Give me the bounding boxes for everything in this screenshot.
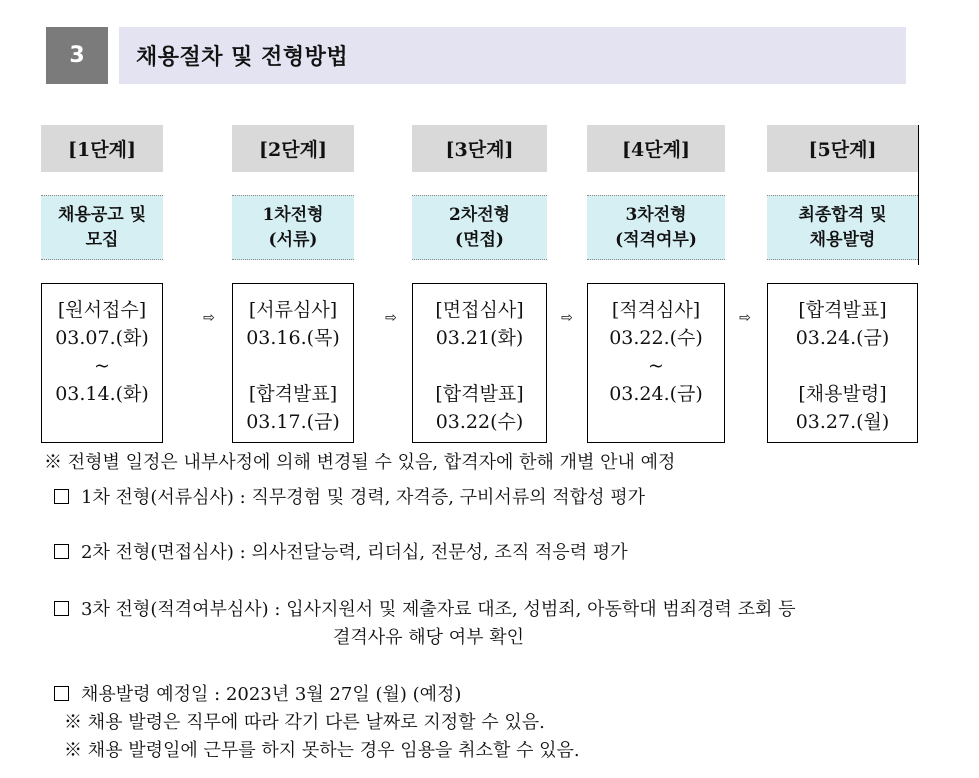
item-third-stage-continued: 결격사유 해당 여부 확인 xyxy=(333,627,525,648)
phase-line: (면접) xyxy=(455,229,504,250)
item-text: 3차 전형(적격여부심사) : 입사지원서 및 제출자료 대조, 성범죄, 아동학대 범죄경력 조회 등 xyxy=(81,599,796,620)
item-text: 채용발령 예정일 : 2023년 3월 27일 (월) (예정) xyxy=(81,684,462,705)
footnote-1: ※ 채용 발령은 직무에 따라 각기 다른 날짜로 지정할 수 있음. xyxy=(64,712,545,733)
arrow-right-icon: ⇨ xyxy=(385,310,397,326)
schedule-line: [채용발령] xyxy=(798,383,887,405)
stage-3-schedule xyxy=(412,283,547,443)
phase-line: 1차전형 xyxy=(262,204,324,225)
stage-1-schedule xyxy=(41,283,163,443)
schedule-line: [합격발표] xyxy=(248,383,338,405)
schedule-line: 03.17.(금) xyxy=(246,411,340,433)
schedule-line: [면접심사] xyxy=(435,299,524,321)
stage-4-phase xyxy=(587,195,725,260)
stage-3-header: [3단계] xyxy=(412,125,547,172)
schedule-line: 03.24.(금) xyxy=(795,327,890,349)
section-number: 3 xyxy=(46,27,108,84)
item-appointment-date xyxy=(54,683,461,707)
item-third-stage xyxy=(54,598,796,622)
phase-line: 최종합격 및 xyxy=(798,204,887,225)
schedule-line: [적격심사] xyxy=(611,299,701,321)
arrow-right-icon: ⇨ xyxy=(561,310,573,326)
stage-5-schedule xyxy=(767,283,918,443)
schedule-line: 03.07.(화) xyxy=(55,327,149,349)
stage-5-phase xyxy=(767,195,918,260)
checkbox-square-icon xyxy=(54,601,69,616)
schedule-line: 03.21(화) xyxy=(435,327,524,349)
phase-line: (적격여부) xyxy=(615,229,697,250)
checkbox-square-icon xyxy=(54,544,69,559)
phase-line: (서류) xyxy=(268,229,318,250)
schedule-line: [서류심사] xyxy=(248,299,338,321)
stage-3-phase xyxy=(412,195,547,260)
schedule-line: [합격발표] xyxy=(435,383,524,405)
checkbox-square-icon xyxy=(54,686,69,701)
item-first-stage xyxy=(54,486,645,510)
phase-line: 2차전형 xyxy=(448,204,511,225)
checkbox-square-icon xyxy=(54,489,69,504)
stage-1-phase xyxy=(41,195,163,260)
schedule-line: ~ xyxy=(648,355,664,377)
schedule-line: 03.16.(목) xyxy=(246,327,340,349)
schedule-line: [원서접수] xyxy=(57,299,147,321)
schedule-line: 03.27.(월) xyxy=(795,411,890,433)
schedule-line: ~ xyxy=(94,355,110,377)
stage-5-header: [5단계] xyxy=(767,125,918,172)
phase-line: 채용발령 xyxy=(809,229,876,250)
stage-2-phase xyxy=(232,195,354,260)
right-border-line xyxy=(918,125,919,265)
schedule-line: 03.14.(화) xyxy=(55,383,149,405)
item-text: 1차 전형(서류심사) : 직무경험 및 경력, 자격증, 구비서류의 적합성 평가 xyxy=(81,487,645,508)
stage-4-schedule xyxy=(587,283,725,443)
phase-line: 채용공고 및 xyxy=(57,204,147,225)
phase-line: 모집 xyxy=(85,229,119,250)
section-title-text: 채용절차 및 전형방법 xyxy=(136,45,349,70)
schedule-line: 03.22.(수) xyxy=(609,327,703,349)
arrow-right-icon: ⇨ xyxy=(203,310,215,326)
phase-line: 3차전형 xyxy=(625,204,687,225)
schedule-line: [합격발표] xyxy=(798,299,887,321)
schedule-note: ※ 전형별 일정은 내부사정에 의해 변경될 수 있음, 합격자에 한해 개별 안내 예정 xyxy=(44,452,676,473)
item-second-stage xyxy=(54,541,628,565)
schedule-line: 03.24.(금) xyxy=(609,383,703,405)
schedule-line: 03.22(수) xyxy=(435,411,524,433)
stage-1-header: [1단계] xyxy=(41,125,163,172)
stage-2-schedule xyxy=(232,283,354,443)
item-text: 2차 전형(면접심사) : 의사전달능력, 리더십, 전문성, 조직 적응력 평가 xyxy=(81,542,628,563)
section-title xyxy=(119,27,906,84)
stage-2-header: [2단계] xyxy=(232,125,354,172)
stage-4-header: [4단계] xyxy=(587,125,725,172)
footnote-2: ※ 채용 발령일에 근무를 하지 못하는 경우 임용을 취소할 수 있음. xyxy=(64,740,580,761)
arrow-right-icon: ⇨ xyxy=(739,310,751,326)
